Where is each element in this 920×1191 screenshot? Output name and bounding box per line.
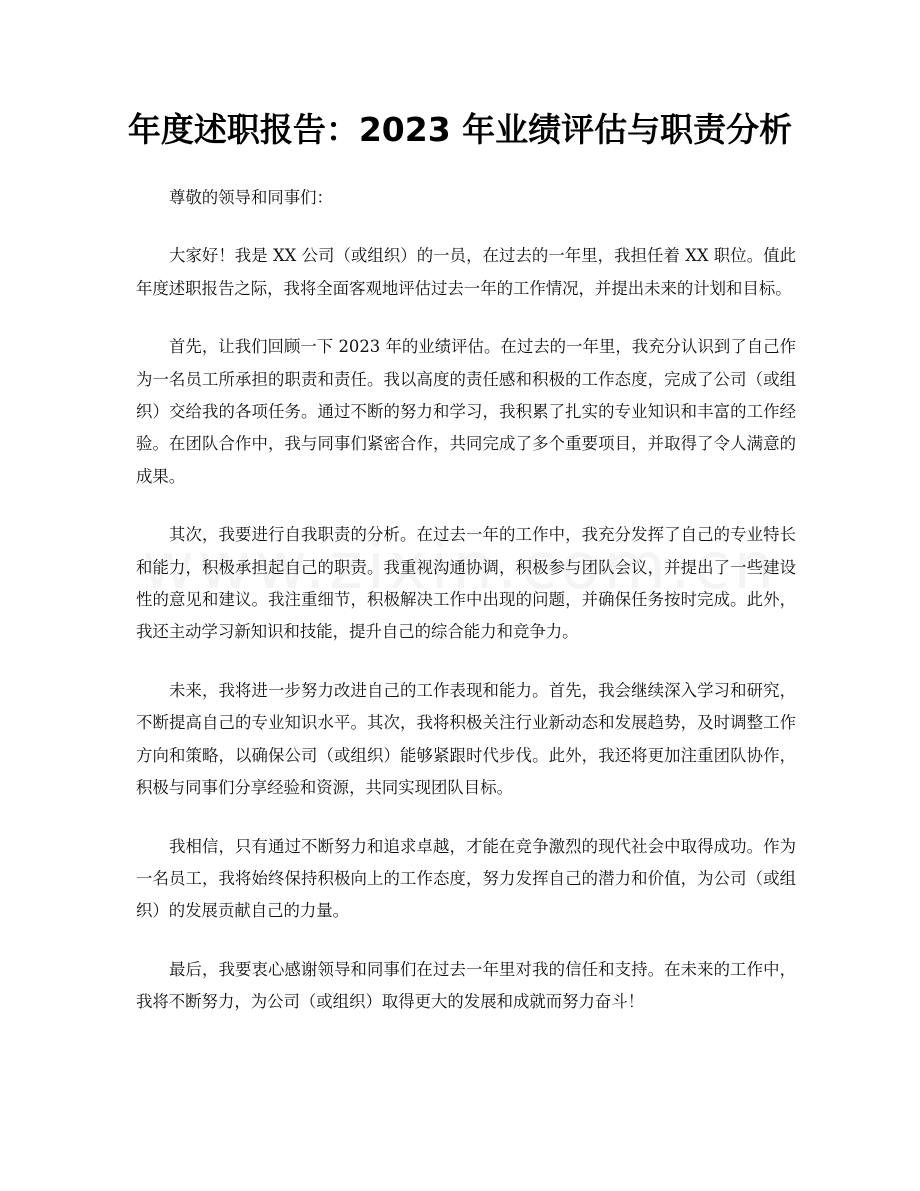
- intro-paragraph: 大家好！我是 XX 公司（或组织）的一员，在过去的一年里，我担任着 XX 职位。值此年度述职报告之际，我将全面客观地评估过去一年的工作情况，并提出未来的计划和目标。: [136, 246, 796, 298]
- responsibility-analysis-paragraph: 其次，我要进行自我职责的分析。在过去一年的工作中，我充分发挥了自己的专业特长和能力，积极承担起自己的职责。我重视沟通协调，积极参与团队会议，并提出了一些建设性的意见和建议。我注重细节，积极解决工作中出现的问题，并确保任务按时完成。此外，我还主动学习新知识和技能，提升自己的综合能力和竞争力。: [136, 525, 796, 642]
- salutation-paragraph: 尊敬的领导和同事们：: [169, 188, 333, 207]
- document-title: 年度述职报告：2023 年业绩评估与职责分析: [127, 110, 793, 149]
- closing-paragraph: 最后，我要衷心感谢领导和同事们在过去一年里对我的信任和支持。在未来的工作中，我将不断努力，为公司（或组织）取得更大的发展和成就而努力奋斗！: [136, 959, 796, 1012]
- future-plan-paragraph: 未来，我将进一步努力改进自己的工作表现和能力。首先，我会继续深入学习和研究，不断提高自己的专业知识水平。其次，我将积极关注行业新动态和发展趋势，及时调整工作方向和策略，以确保公司（或组织）能够紧跟时代步伐。此外，我还将更加注重团队协作，积极与同事们分享经验和资源，共同实现团队目标。: [136, 680, 796, 798]
- performance-review-paragraph: 首先，让我们回顾一下 2023 年的业绩评估。在过去的一年里，我充分认识到了自己作为一名员工所承担的职责和责任。我以高度的责任感和积极的工作态度，完成了公司（或组织）交给我的各项任务。通过不断的努力和学习，我积累了扎实的专业知识和丰富的工作经验。在团队合作中，我与同事们紧密合作，共同完成了多个重要项目，并取得了令人满意的成果。: [136, 337, 796, 486]
- document-body: [136, 182, 796, 1045]
- belief-paragraph: 我相信，只有通过不断努力和追求卓越，才能在竞争激烈的现代社会中取得成功。作为一名员工，我将始终保持积极向上的工作态度，努力发挥自己的潜力和价值，为公司（或组织）的发展贡献自己的力量。: [136, 836, 796, 921]
